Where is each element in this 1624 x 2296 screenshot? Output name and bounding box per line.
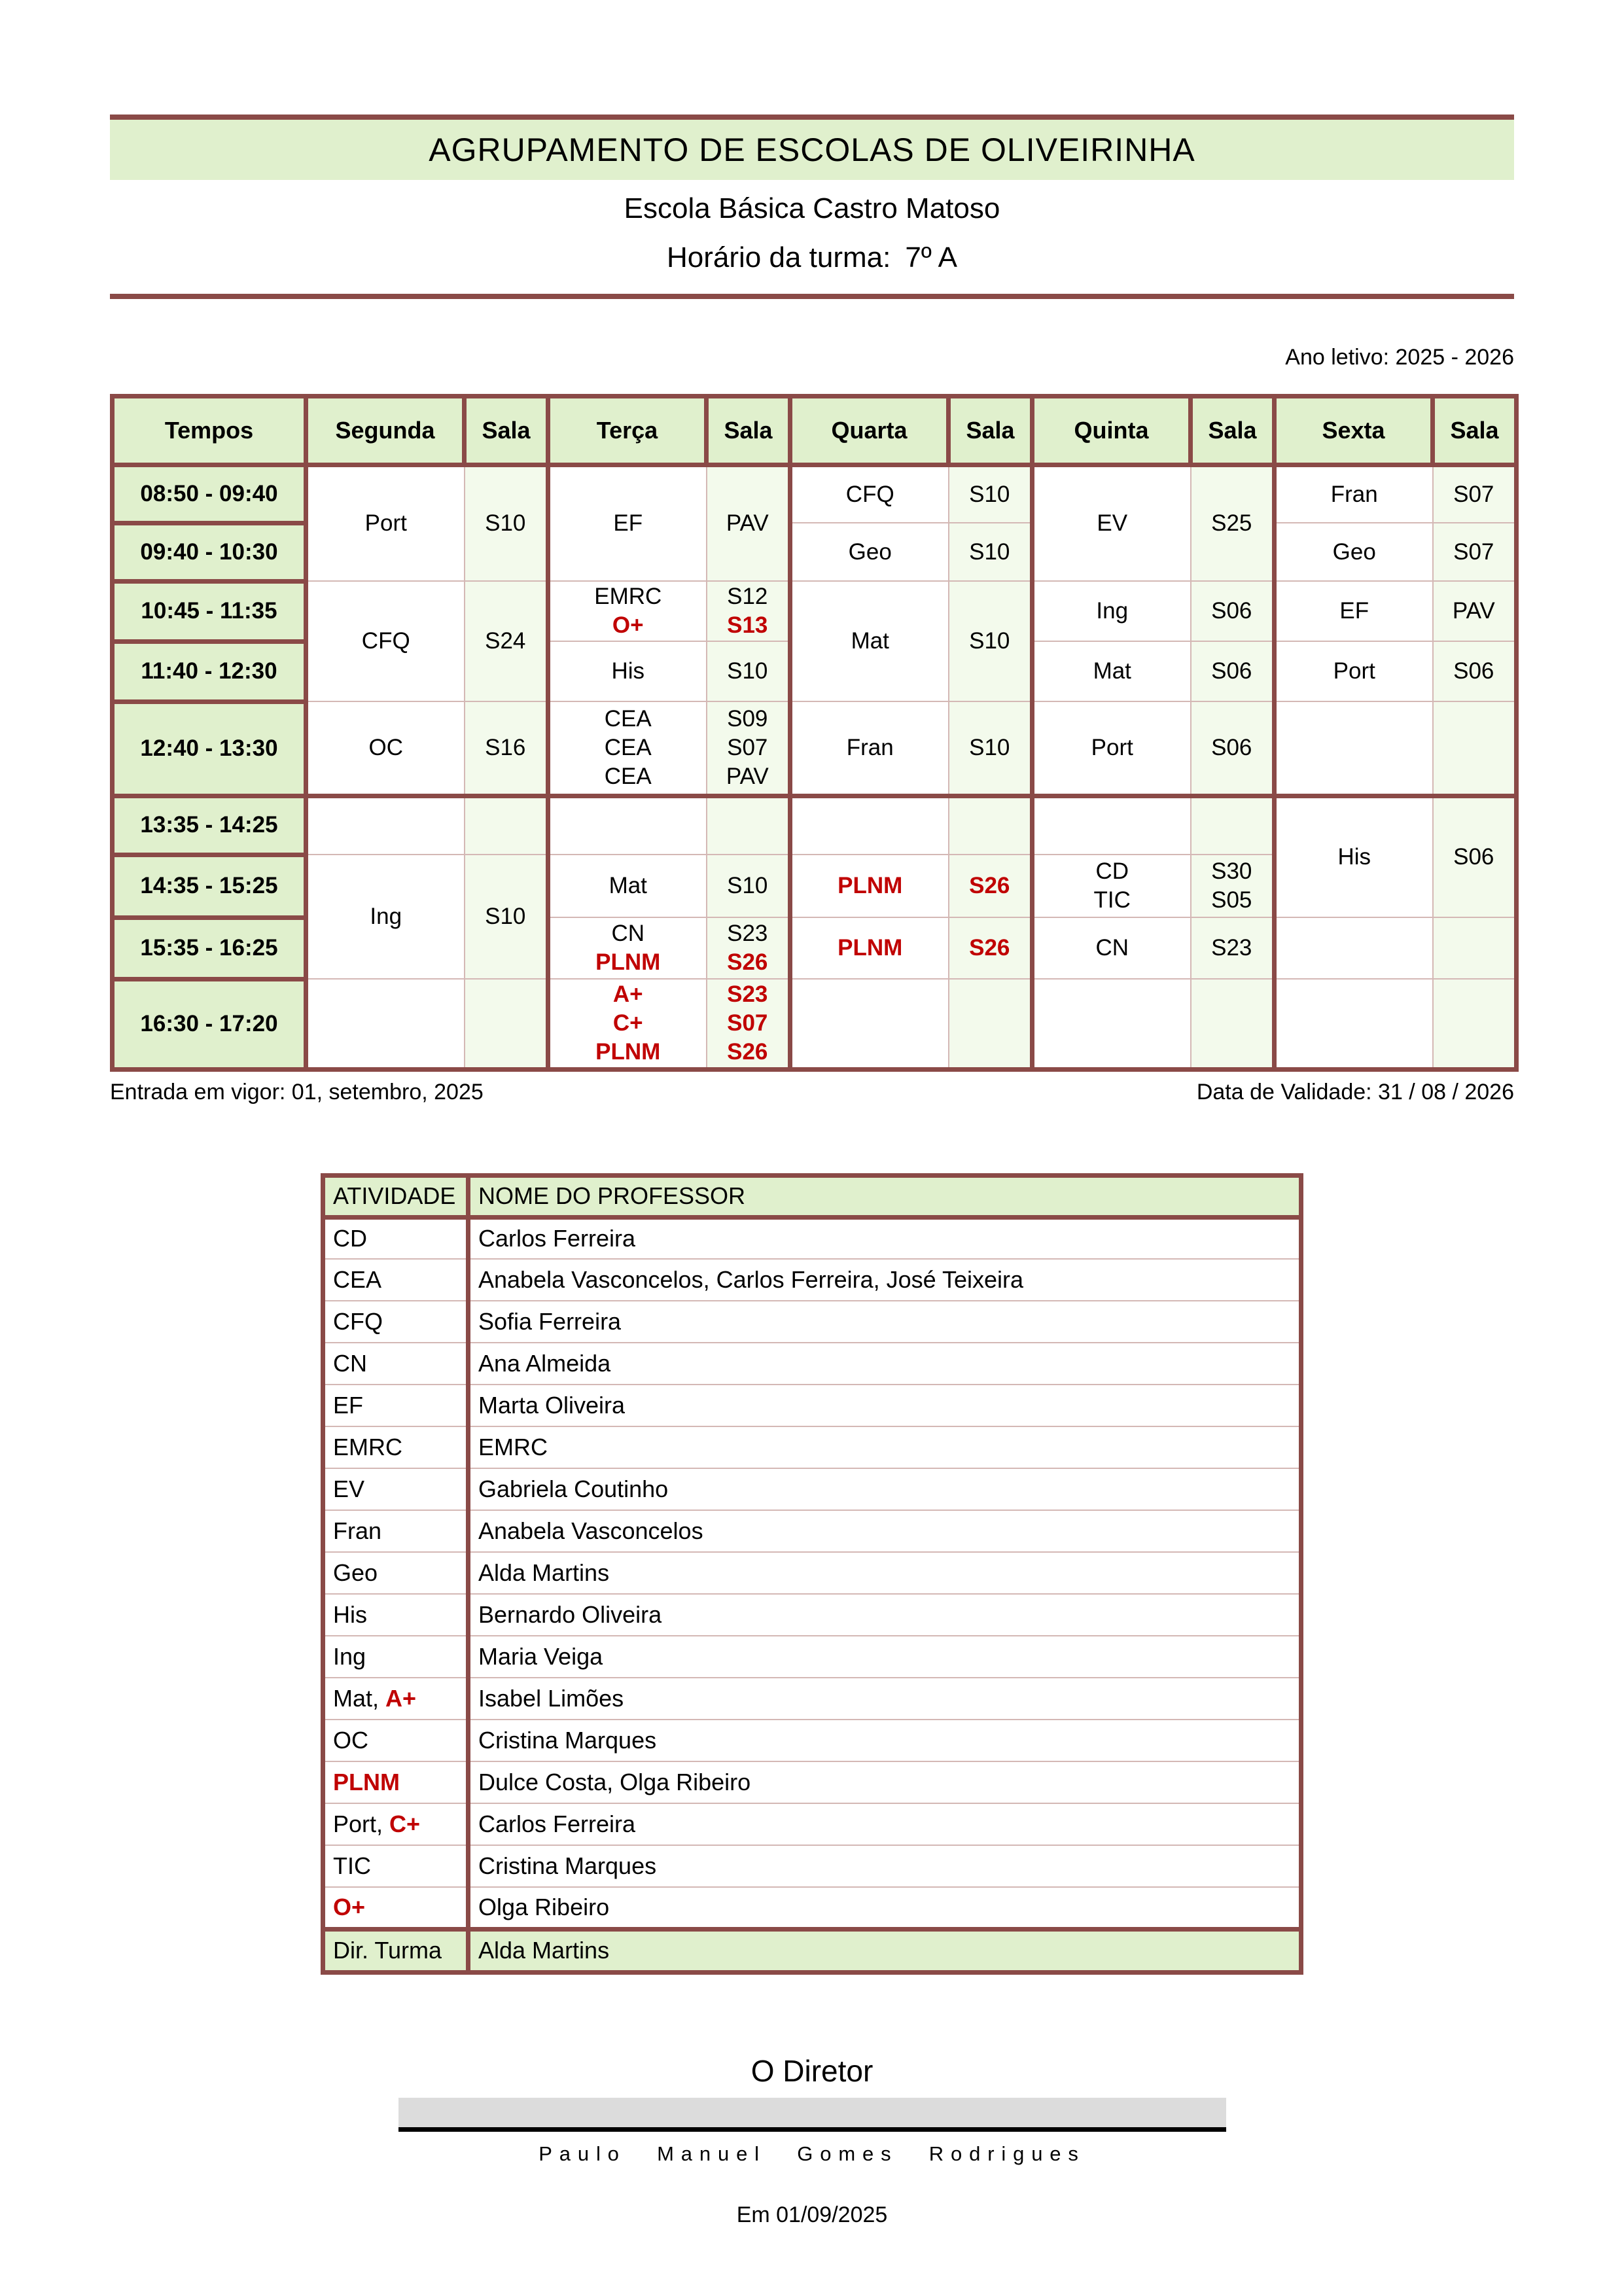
room-terca-r5 bbox=[707, 701, 790, 796]
room-line: S26 bbox=[727, 1038, 768, 1065]
activity-label bbox=[323, 1552, 468, 1594]
teachers-header-row bbox=[323, 1175, 1301, 1217]
room-segunda-r5: S16 bbox=[465, 701, 548, 796]
time-r4: 11:40 - 12:30 bbox=[113, 641, 306, 701]
subject-line: PLNM bbox=[595, 1038, 661, 1065]
teacher-name: Dulce Costa, Olga Ribeiro bbox=[468, 1761, 1301, 1803]
teacher-name: Ana Almeida bbox=[468, 1343, 1301, 1385]
timetable-row-6 bbox=[113, 796, 1517, 855]
cell-quarta-r7: PLNM bbox=[790, 855, 949, 917]
director-name: Paulo Manuel Gomes Rodrigues bbox=[538, 2142, 1086, 2165]
cell-terca-r9 bbox=[548, 979, 707, 1069]
room-terca-r6-empty bbox=[707, 796, 790, 855]
activity-text-red: A+ bbox=[385, 1685, 417, 1712]
room-line: S26 bbox=[727, 949, 768, 976]
cell-quinta-r8: CN bbox=[1033, 917, 1191, 979]
activity-text: EMRC bbox=[333, 1434, 402, 1461]
room-line: S23 bbox=[727, 921, 768, 947]
room-line: S05 bbox=[1211, 887, 1252, 913]
time-r8: 15:35 - 16:25 bbox=[113, 917, 306, 979]
cell-terca-r8 bbox=[548, 917, 707, 979]
teacher-name: Cristina Marques bbox=[468, 1845, 1301, 1887]
time-r5: 12:40 - 13:30 bbox=[113, 701, 306, 796]
col-header-sexta: Sexta bbox=[1275, 396, 1433, 465]
room-quinta-r8: S23 bbox=[1191, 917, 1275, 979]
room-quarta-r8: S26 bbox=[949, 917, 1033, 979]
teacher-row bbox=[323, 1720, 1301, 1761]
teacher-name: Alda Martins bbox=[468, 1929, 1301, 1972]
school-group-banner bbox=[110, 120, 1514, 180]
room-sexta-r9-empty bbox=[1433, 979, 1517, 1069]
cell-sexta-r4: Port bbox=[1275, 641, 1433, 701]
teacher-row bbox=[323, 1552, 1301, 1594]
timetable-header-row bbox=[113, 396, 1517, 465]
col-header-sala-4: Sala bbox=[1191, 396, 1275, 465]
teacher-row bbox=[323, 1761, 1301, 1803]
subject-line: CD bbox=[1095, 858, 1129, 885]
activity-text-red: PLNM bbox=[333, 1769, 400, 1796]
activity-text: EF bbox=[333, 1392, 364, 1419]
class-director-row bbox=[323, 1929, 1301, 1972]
activity-label bbox=[323, 1887, 468, 1929]
subject-line: CN bbox=[611, 921, 645, 947]
cell-terca-r1: EF bbox=[548, 465, 707, 581]
teacher-name: Isabel Limões bbox=[468, 1678, 1301, 1720]
subject-line: CEA bbox=[604, 734, 652, 760]
subject-line: TIC bbox=[1093, 887, 1131, 913]
room-segunda-r6-empty bbox=[465, 796, 548, 855]
teachers-header-activity: ATIVIDADE bbox=[323, 1175, 468, 1217]
activity-label bbox=[323, 1845, 468, 1887]
cell-quarta-r3: Mat bbox=[790, 581, 949, 701]
col-header-terca: Terça bbox=[548, 396, 707, 465]
time-r2: 09:40 - 10:30 bbox=[113, 523, 306, 581]
room-terca-r1: PAV bbox=[707, 465, 790, 581]
activity-text: Dir. Turma bbox=[333, 1937, 442, 1964]
room-quinta-r1: S25 bbox=[1191, 465, 1275, 581]
class-schedule-line bbox=[110, 241, 1514, 275]
timetable-row-1 bbox=[113, 465, 1517, 523]
time-r6: 13:35 - 14:25 bbox=[113, 796, 306, 855]
room-sexta-r1: S07 bbox=[1433, 465, 1517, 523]
activity-text: CEA bbox=[333, 1266, 382, 1294]
room-sexta-r2: S07 bbox=[1433, 523, 1517, 581]
cell-sexta-r8-empty bbox=[1275, 917, 1433, 979]
cell-terca-r4: His bbox=[548, 641, 707, 701]
cell-quarta-r9-empty bbox=[790, 979, 949, 1069]
document-content bbox=[110, 115, 1514, 2228]
teacher-row bbox=[323, 1636, 1301, 1678]
room-quinta-r6-empty bbox=[1191, 796, 1275, 855]
activity-text: CN bbox=[333, 1350, 367, 1377]
school-year: Ano letivo: 2025 - 2026 bbox=[1285, 344, 1514, 370]
teacher-row bbox=[323, 1217, 1301, 1259]
col-header-sala-1: Sala bbox=[465, 396, 548, 465]
room-quinta-r5: S06 bbox=[1191, 701, 1275, 796]
room-line: S07 bbox=[727, 1010, 768, 1036]
room-quarta-r3: S10 bbox=[949, 581, 1033, 701]
col-header-segunda: Segunda bbox=[306, 396, 465, 465]
cell-terca-r3 bbox=[548, 581, 707, 641]
cell-segunda-r6-empty bbox=[306, 796, 465, 855]
cell-quinta-r6-empty bbox=[1033, 796, 1191, 855]
activity-text: Geo bbox=[333, 1559, 378, 1587]
teacher-name: Cristina Marques bbox=[468, 1720, 1301, 1761]
subject-line: C+ bbox=[612, 1010, 643, 1036]
teacher-name: Anabela Vasconcelos, Carlos Ferreira, José Teixeira bbox=[468, 1259, 1301, 1301]
time-r7: 14:35 - 15:25 bbox=[113, 855, 306, 917]
room-quarta-r9-empty bbox=[949, 979, 1033, 1069]
class-name: 7º A bbox=[905, 241, 958, 274]
activity-text: CD bbox=[333, 1225, 367, 1252]
signature-area bbox=[398, 2098, 1226, 2132]
activity-text: Ing bbox=[333, 1643, 366, 1670]
cell-segunda-r9-empty bbox=[306, 979, 465, 1069]
director-title: O Diretor bbox=[750, 2053, 874, 2088]
room-quarta-r5: S10 bbox=[949, 701, 1033, 796]
cell-terca-r7: Mat bbox=[548, 855, 707, 917]
room-terca-r7: S10 bbox=[707, 855, 790, 917]
activity-text: CFQ bbox=[333, 1308, 383, 1335]
activity-text-red: C+ bbox=[389, 1810, 421, 1838]
room-sexta-r4: S06 bbox=[1433, 641, 1517, 701]
teacher-row bbox=[323, 1385, 1301, 1426]
teacher-name: Marta Oliveira bbox=[468, 1385, 1301, 1426]
teacher-name: Anabela Vasconcelos bbox=[468, 1510, 1301, 1552]
room-line: S07 bbox=[727, 734, 768, 760]
subject-line: PLNM bbox=[595, 949, 661, 976]
subject-line: A+ bbox=[612, 981, 643, 1008]
col-header-quinta: Quinta bbox=[1033, 396, 1191, 465]
school-group-title: AGRUPAMENTO DE ESCOLAS DE OLIVEIRINHA bbox=[429, 132, 1195, 168]
cell-quinta-r7 bbox=[1033, 855, 1191, 917]
teacher-name: Gabriela Coutinho bbox=[468, 1468, 1301, 1510]
subject-line: EMRC bbox=[594, 584, 662, 610]
col-header-tempos: Tempos bbox=[113, 396, 306, 465]
room-quinta-r7 bbox=[1191, 855, 1275, 917]
activity-text: Port, bbox=[333, 1810, 390, 1838]
room-segunda-r1: S10 bbox=[465, 465, 548, 581]
teacher-row bbox=[323, 1803, 1301, 1845]
teachers-header-name: NOME DO PROFESSOR bbox=[468, 1175, 1301, 1217]
timetable-row-3 bbox=[113, 581, 1517, 641]
cell-sexta-r5-empty bbox=[1275, 701, 1433, 796]
subject-line: CEA bbox=[604, 763, 652, 789]
teacher-name: EMRC bbox=[468, 1426, 1301, 1468]
activity-label bbox=[323, 1217, 468, 1259]
activity-text: EV bbox=[333, 1475, 365, 1503]
cell-quarta-r2: Geo bbox=[790, 523, 949, 581]
cell-segunda-r7: Ing bbox=[306, 855, 465, 979]
cell-segunda-r1: Port bbox=[306, 465, 465, 581]
activity-label bbox=[323, 1259, 468, 1301]
room-sexta-r8-empty bbox=[1433, 917, 1517, 979]
room-line: S13 bbox=[727, 612, 768, 639]
subject-line: CEA bbox=[604, 706, 652, 732]
cell-quarta-r5: Fran bbox=[790, 701, 949, 796]
teacher-row bbox=[323, 1510, 1301, 1552]
teacher-row bbox=[323, 1594, 1301, 1636]
activity-label bbox=[323, 1426, 468, 1468]
activity-label bbox=[323, 1720, 468, 1761]
teacher-name: Carlos Ferreira bbox=[468, 1217, 1301, 1259]
activity-label bbox=[323, 1594, 468, 1636]
activity-text: His bbox=[333, 1601, 367, 1629]
col-header-quarta: Quarta bbox=[790, 396, 949, 465]
activity-label bbox=[323, 1803, 468, 1845]
activity-label bbox=[323, 1301, 468, 1343]
cell-segunda-r5: OC bbox=[306, 701, 465, 796]
col-header-sala-5: Sala bbox=[1433, 396, 1517, 465]
cell-quarta-r8: PLNM bbox=[790, 917, 949, 979]
time-r9: 16:30 - 17:20 bbox=[113, 979, 306, 1069]
cell-sexta-r3: EF bbox=[1275, 581, 1433, 641]
activity-label bbox=[323, 1636, 468, 1678]
cell-sexta-r1: Fran bbox=[1275, 465, 1433, 523]
teacher-row bbox=[323, 1845, 1301, 1887]
timetable-row-9 bbox=[113, 979, 1517, 1069]
subject-line: O+ bbox=[612, 612, 644, 639]
col-header-sala-3: Sala bbox=[949, 396, 1033, 465]
teacher-row bbox=[323, 1259, 1301, 1301]
room-line: PAV bbox=[726, 763, 769, 789]
school-name: Escola Básica Castro Matoso bbox=[624, 192, 1000, 224]
activity-label bbox=[323, 1761, 468, 1803]
cell-sexta-r2: Geo bbox=[1275, 523, 1433, 581]
room-line: S23 bbox=[727, 981, 768, 1008]
room-quarta-r6-empty bbox=[949, 796, 1033, 855]
cell-sexta-r9-empty bbox=[1275, 979, 1433, 1069]
activity-text: OC bbox=[333, 1727, 368, 1754]
cell-terca-r6-empty bbox=[548, 796, 707, 855]
activity-text: Mat, bbox=[333, 1685, 386, 1712]
room-line: S09 bbox=[727, 706, 768, 732]
room-sexta-r6: S06 bbox=[1433, 796, 1517, 917]
teacher-name: Bernardo Oliveira bbox=[468, 1594, 1301, 1636]
time-r3: 10:45 - 11:35 bbox=[113, 581, 306, 641]
cell-quarta-r6-empty bbox=[790, 796, 949, 855]
room-terca-r8 bbox=[707, 917, 790, 979]
activity-text: TIC bbox=[333, 1852, 371, 1880]
cell-quinta-r1: EV bbox=[1033, 465, 1191, 581]
room-quinta-r9-empty bbox=[1191, 979, 1275, 1069]
teacher-name: Maria Veiga bbox=[468, 1636, 1301, 1678]
room-sexta-r3: PAV bbox=[1433, 581, 1517, 641]
time-r1: 08:50 - 09:40 bbox=[113, 465, 306, 523]
cell-segunda-r3: CFQ bbox=[306, 581, 465, 701]
teacher-row bbox=[323, 1343, 1301, 1385]
room-line: S12 bbox=[727, 584, 768, 610]
activity-label bbox=[323, 1343, 468, 1385]
room-terca-r3 bbox=[707, 581, 790, 641]
room-terca-r9 bbox=[707, 979, 790, 1069]
cell-quinta-r5: Port bbox=[1033, 701, 1191, 796]
room-segunda-r3: S24 bbox=[465, 581, 548, 701]
room-segunda-r9-empty bbox=[465, 979, 548, 1069]
room-line: S30 bbox=[1211, 858, 1252, 885]
header-bottom-rule bbox=[110, 294, 1514, 299]
room-sexta-r5-empty bbox=[1433, 701, 1517, 796]
teacher-row bbox=[323, 1887, 1301, 1929]
activity-label bbox=[323, 1468, 468, 1510]
timetable-row-5 bbox=[113, 701, 1517, 796]
teacher-row bbox=[323, 1678, 1301, 1720]
teacher-name: Olga Ribeiro bbox=[468, 1887, 1301, 1929]
room-terca-r4: S10 bbox=[707, 641, 790, 701]
teachers-table bbox=[321, 1173, 1303, 1975]
schedule-label: Horário da turma: bbox=[666, 241, 891, 274]
activity-text-red: O+ bbox=[333, 1893, 366, 1920]
room-quarta-r7: S26 bbox=[949, 855, 1033, 917]
room-quarta-r1: S10 bbox=[949, 465, 1033, 523]
teacher-name: Alda Martins bbox=[468, 1552, 1301, 1594]
effective-date: Entrada em vigor: 01, setembro, 2025 bbox=[110, 1079, 484, 1104]
activity-label bbox=[323, 1929, 468, 1972]
validity-date: Data de Validade: 31 / 08 / 2026 bbox=[1196, 1079, 1514, 1104]
activity-text: Fran bbox=[333, 1517, 382, 1545]
activity-label bbox=[323, 1385, 468, 1426]
issue-date: Em 01/09/2025 bbox=[736, 2202, 888, 2227]
cell-quinta-r9-empty bbox=[1033, 979, 1191, 1069]
timetable bbox=[110, 394, 1519, 1072]
room-quarta-r2: S10 bbox=[949, 523, 1033, 581]
activity-label bbox=[323, 1678, 468, 1720]
room-quinta-r4: S06 bbox=[1191, 641, 1275, 701]
teacher-name: Sofia Ferreira bbox=[468, 1301, 1301, 1343]
col-header-sala-2: Sala bbox=[707, 396, 790, 465]
cell-quarta-r1: CFQ bbox=[790, 465, 949, 523]
cell-quinta-r3: Ing bbox=[1033, 581, 1191, 641]
teacher-row bbox=[323, 1426, 1301, 1468]
teacher-row bbox=[323, 1301, 1301, 1343]
teacher-name: Carlos Ferreira bbox=[468, 1803, 1301, 1845]
room-segunda-r7: S10 bbox=[465, 855, 548, 979]
cell-quinta-r4: Mat bbox=[1033, 641, 1191, 701]
validity-row bbox=[110, 1080, 1514, 1105]
cell-terca-r5 bbox=[548, 701, 707, 796]
header-top-rule bbox=[110, 115, 1514, 120]
cell-sexta-r6: His bbox=[1275, 796, 1433, 917]
activity-label bbox=[323, 1510, 468, 1552]
room-quinta-r3: S06 bbox=[1191, 581, 1275, 641]
teacher-row bbox=[323, 1468, 1301, 1510]
